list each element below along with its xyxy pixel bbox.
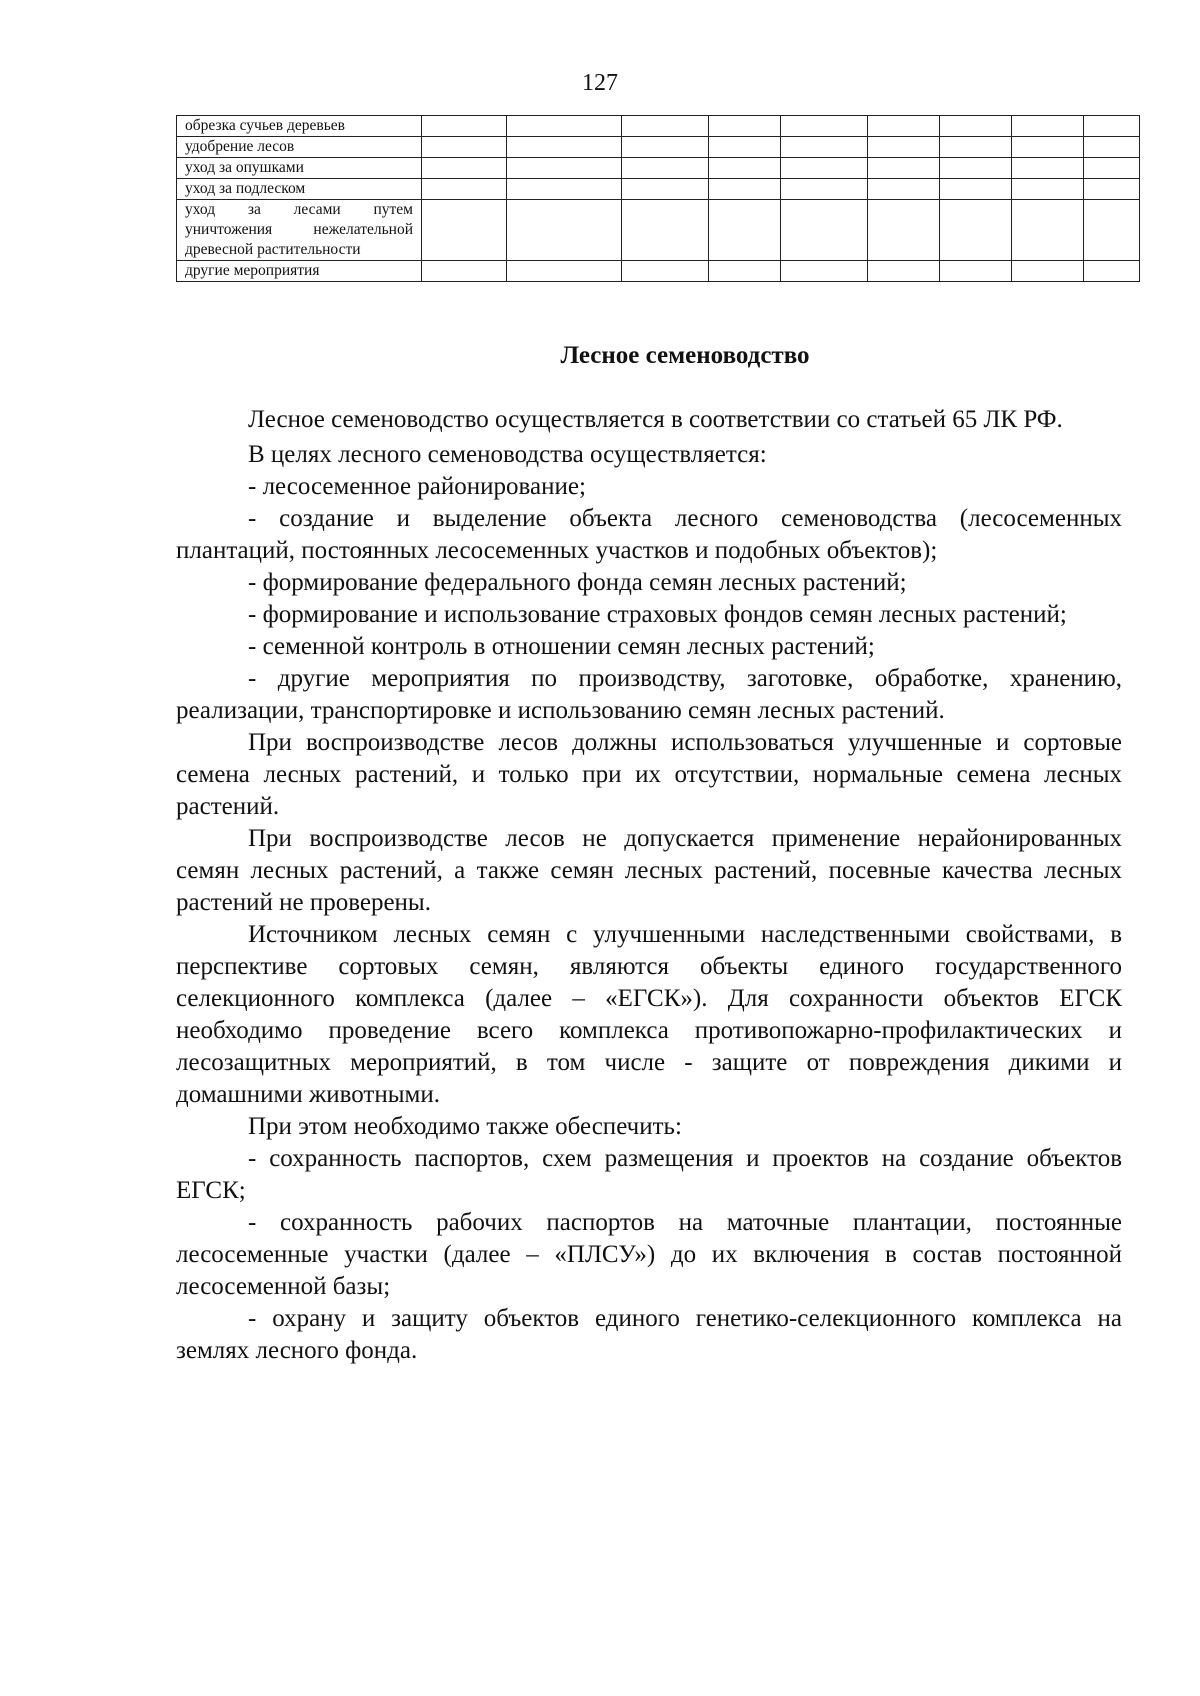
table-row: [177, 158, 1140, 179]
list-item: - сохранность паспортов, схем размещения и проектов на создание объектов ЕГСК;: [176, 1145, 1122, 1204]
row-label: удобрение лесов: [177, 137, 422, 158]
list-item: - охрану и защиту объектов единого генетико-селекционного комплекса на землях лесного фонда.: [176, 1305, 1122, 1364]
paragraph: Лесное семеноводство осуществляется в соответствии со статьей 65 ЛК РФ.: [248, 406, 1063, 433]
list-item: - другие мероприятия по производству, заготовке, обработке, хранению, реализации, транспортировке и использованию семян лесных растений.: [176, 665, 1122, 724]
table-row: [177, 179, 1140, 200]
list-item: - создание и выделение объекта лесного семеноводства (лесосеменных плантаций, постоянных лесосеменных участков и подобных объектов);: [176, 505, 1122, 564]
row-label: другие мероприятия: [177, 261, 422, 282]
row-label: уход за подлеском: [177, 179, 422, 200]
paragraph: В целях лесного семеноводства осуществляется:: [248, 441, 767, 468]
table-row: [177, 200, 1140, 261]
table-row: [177, 261, 1140, 282]
section-title: Лесное семеноводство: [560, 342, 810, 369]
section-body: [176, 404, 1122, 1367]
row-label: уход за лесами путем уничтожения нежелательной древесной растительности: [177, 200, 422, 261]
page-number: 127: [582, 70, 618, 96]
measures-table: [176, 115, 1140, 282]
list-item: - сохранность рабочих паспортов на маточные плантации, постоянные лесосеменные участки (далее – «ПЛСУ») до их включения в состав постоянной лесосеменной базы;: [176, 1209, 1122, 1300]
list-item: - лесосеменное районирование;: [248, 473, 586, 500]
paragraph: Источником лесных семян с улучшенными наследственными свойствами, в перспективе сортовых семян, являются объекты единого государственного селекционного комплекса (далее – «ЕГСК»). Для сохранности объектов ЕГСК необходимо проведение всего комплекса противопожарно-профилактических и лесозащитных мероприятий, в том числе - защите от повреждения дикими и домашними животными.: [176, 921, 1122, 1108]
table-row: [177, 137, 1140, 158]
row-label: обрезка сучьев деревьев: [177, 116, 422, 137]
paragraph: При этом необходимо также обеспечить:: [248, 1113, 682, 1140]
paragraph: При воспроизводстве лесов должны использоваться улучшенные и сортовые семена лесных растений, и только при их отсутствии, нормальные семена лесных растений.: [176, 729, 1122, 820]
list-item: - формирование федерального фонда семян лесных растений;: [248, 569, 907, 596]
table-row: [177, 116, 1140, 137]
row-label: уход за опушками: [177, 158, 422, 179]
paragraph: При воспроизводстве лесов не допускается применение нерайонированных семян лесных растений, а также семян лесных растений, посевные качества лесных растений не проверены.: [176, 825, 1122, 916]
list-item: - формирование и использование страховых фондов семян лесных растений;: [248, 601, 1067, 628]
list-item: - семенной контроль в отношении семян лесных растений;: [248, 633, 875, 660]
